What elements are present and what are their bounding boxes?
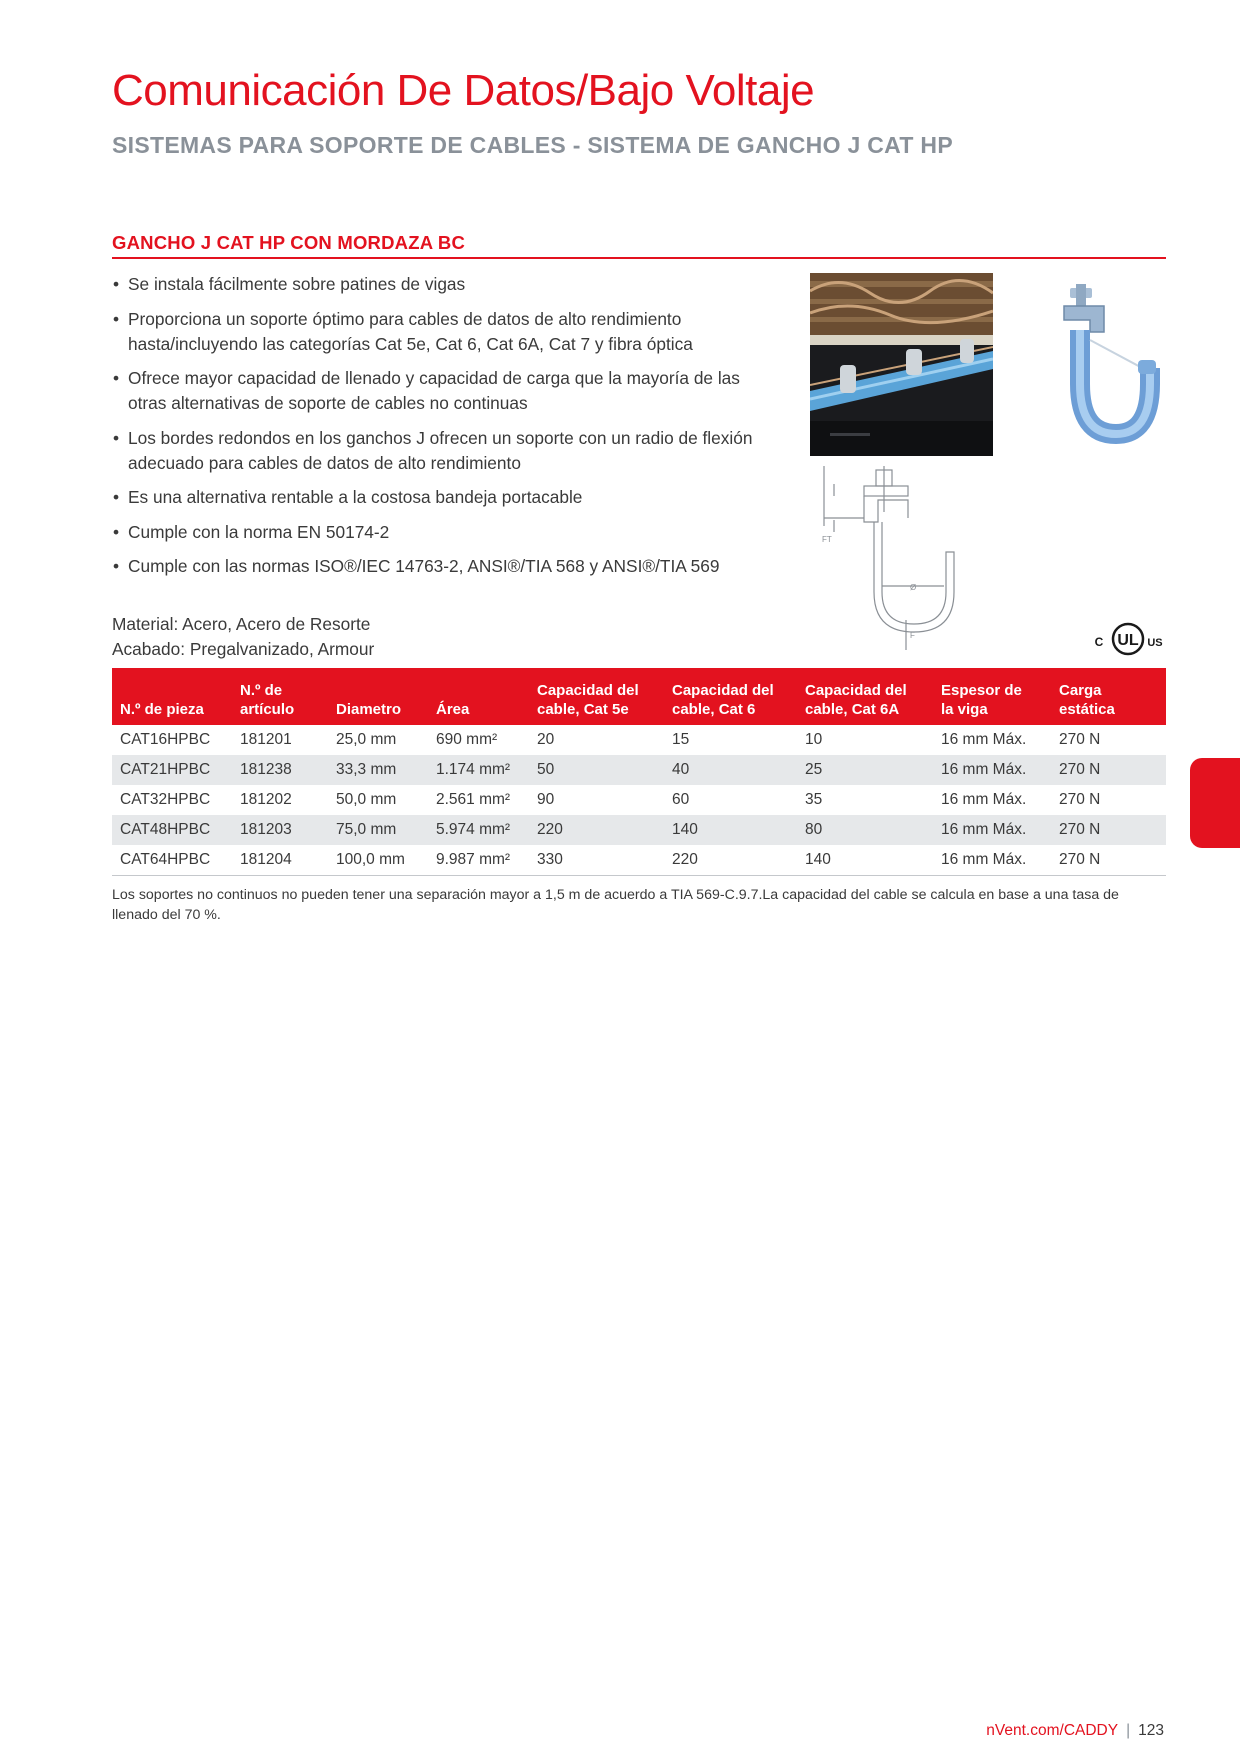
column-header: Diametro bbox=[328, 668, 428, 725]
table-cell: 16 mm Máx. bbox=[933, 755, 1051, 785]
table-cell: 690 mm² bbox=[436, 731, 498, 748]
column-header: Capacidad del cable, Cat 6A bbox=[797, 668, 933, 725]
column-header: Espesor de la viga bbox=[933, 668, 1051, 725]
ul-text: UL bbox=[1117, 632, 1139, 649]
finish-line: Acabado: Pregalvanizado, Armour bbox=[112, 639, 375, 659]
table-row bbox=[112, 755, 1166, 785]
j-hook-product-image bbox=[1040, 284, 1160, 444]
table-cell: 270 N bbox=[1051, 845, 1166, 875]
bullet-icon: • bbox=[113, 556, 120, 576]
table-cell: CAT64HPBC bbox=[112, 845, 232, 875]
column-header: N.º de pieza bbox=[112, 668, 232, 725]
table-cell: 80 bbox=[797, 815, 933, 845]
table-cell: 140 bbox=[664, 815, 797, 845]
page-subtitle: SISTEMAS PARA SOPORTE DE CABLES - SISTEMA DE GANCHO J CAT HP bbox=[112, 132, 953, 158]
table-cell: 220 bbox=[529, 815, 664, 845]
column-header: Área bbox=[428, 668, 529, 725]
installation-photo bbox=[810, 273, 993, 456]
table-row bbox=[112, 785, 1166, 815]
section-heading: GANCHO J CAT HP CON MORDAZA BC bbox=[112, 232, 466, 253]
table-cell: 33,3 mm bbox=[328, 755, 428, 785]
feature-item: • Los bordes redondos en los ganchos J ofrecen un soporte con un radio de flexión adecuado para cables de datos de alto rendimiento bbox=[113, 427, 753, 473]
table-cell: 75,0 mm bbox=[328, 815, 428, 845]
ul-certification-icon bbox=[1090, 618, 1166, 660]
table-cell: 10 bbox=[805, 731, 823, 748]
table-cell: CAT21HPBC bbox=[112, 755, 232, 785]
table-header-row bbox=[112, 668, 1166, 725]
material-line: Material: Acero, Acero de Resorte bbox=[112, 614, 371, 634]
page-number: 123 bbox=[1138, 1722, 1164, 1739]
bullet-icon: • bbox=[113, 308, 120, 329]
material-info bbox=[112, 612, 374, 662]
table-cell: 181204 bbox=[232, 845, 328, 875]
section-side-tab bbox=[1190, 758, 1240, 848]
table-cell: 25,0 mm bbox=[336, 731, 397, 748]
column-header: Carga estática bbox=[1051, 668, 1166, 725]
table-cell: 2.561 mm² bbox=[436, 791, 511, 808]
feature-item: • Cumple con las normas ISO®/IEC 14763-2, ANSI®/TIA 568 y ANSI®/TIA 569 bbox=[112, 554, 762, 579]
table-cell: 25 bbox=[797, 755, 933, 785]
dimension-drawing bbox=[816, 466, 966, 656]
table-cell: 1.174 mm² bbox=[428, 755, 529, 785]
table-cell: 140 bbox=[797, 845, 933, 875]
table-cell: 35 bbox=[805, 791, 823, 808]
table-cell: 100,0 mm bbox=[328, 845, 428, 875]
table-cell: 181238 bbox=[232, 755, 328, 785]
table-cell: 16 mm Máx. bbox=[933, 815, 1051, 845]
page-title: Comunicación De Datos/Bajo Voltaje bbox=[112, 66, 815, 115]
table-cell: 330 bbox=[529, 845, 664, 875]
ul-us-text: US bbox=[1147, 637, 1163, 649]
page-footer bbox=[986, 1722, 1164, 1740]
table-cell: CAT16HPBC bbox=[120, 731, 211, 748]
table-cell: 50,0 mm bbox=[336, 791, 397, 808]
table-cell: 220 bbox=[664, 845, 797, 875]
table-cell: 16 mm Máx. bbox=[941, 791, 1027, 808]
column-header: Capacidad del cable, Cat 5e bbox=[529, 668, 664, 725]
table-cell: 15 bbox=[672, 731, 690, 748]
specifications-table bbox=[112, 668, 1166, 876]
table-cell: 270 N bbox=[1051, 755, 1166, 785]
feature-item: • Se instala fácilmente sobre patines de vigas bbox=[112, 272, 762, 297]
table-cell: CAT32HPBC bbox=[120, 791, 211, 808]
table-cell: 270 N bbox=[1051, 815, 1166, 845]
f-label: F bbox=[910, 631, 915, 640]
bullet-icon: • bbox=[113, 427, 120, 448]
diameter-label: Ø bbox=[910, 583, 917, 592]
ft-label: FT bbox=[822, 535, 832, 544]
table-cell: 60 bbox=[672, 791, 690, 808]
table-cell: 181201 bbox=[240, 731, 292, 748]
table-cell: 16 mm Máx. bbox=[941, 731, 1027, 748]
section-divider bbox=[112, 257, 1166, 259]
column-header: N.º de artículo bbox=[232, 668, 328, 725]
feature-list bbox=[112, 272, 762, 589]
bullet-icon: • bbox=[113, 487, 120, 507]
table-cell: 5.974 mm² bbox=[428, 815, 529, 845]
footer-site-link[interactable]: nVent.com/CADDY bbox=[986, 1722, 1119, 1739]
feature-item: • Es una alternativa rentable a la costosa bandeja portacable bbox=[112, 485, 762, 510]
footer-separator: | bbox=[1126, 1722, 1131, 1739]
table-cell: 16 mm Máx. bbox=[933, 845, 1051, 875]
column-header: Capacidad del cable, Cat 6 bbox=[664, 668, 797, 725]
table-cell: 50 bbox=[529, 755, 664, 785]
table-cell: 20 bbox=[537, 731, 555, 748]
table-cell: 9.987 mm² bbox=[428, 845, 529, 875]
ul-c-text: C bbox=[1094, 635, 1104, 649]
table-row bbox=[112, 725, 1166, 755]
bullet-icon: • bbox=[113, 368, 120, 388]
table-row bbox=[112, 845, 1166, 875]
table-cell: 270 N bbox=[1059, 731, 1101, 748]
feature-item: • Ofrece mayor capacidad de llenado y capacidad de carga que la mayoría de las otras alternativas de soporte de cables no continuas bbox=[113, 368, 740, 413]
table-cell: 90 bbox=[537, 791, 555, 808]
feature-item: • Proporciona un soporte óptimo para cables de datos de alto rendimiento hasta/incluyendo las categorías Cat 5e, Cat 6, Cat 6A, Cat 7 y fibra óptica bbox=[113, 308, 693, 354]
bullet-icon: • bbox=[113, 521, 120, 542]
table-cell: 270 N bbox=[1059, 791, 1101, 808]
feature-item: • Cumple con la norma EN 50174-2 bbox=[112, 520, 762, 545]
table-cell: 40 bbox=[664, 755, 797, 785]
bullet-icon: • bbox=[113, 274, 120, 294]
table-cell: 181202 bbox=[240, 791, 292, 808]
table-cell: 181203 bbox=[232, 815, 328, 845]
table-cell: CAT48HPBC bbox=[112, 815, 232, 845]
footnote: Los soportes no continuos no pueden tener una separación mayor a 1,5 m de acuerdo a TIA 569-C.9.7.La capacidad del cable se calcula en base a una tasa de llenado del 70 %. bbox=[112, 887, 1119, 923]
table-row bbox=[112, 815, 1166, 845]
